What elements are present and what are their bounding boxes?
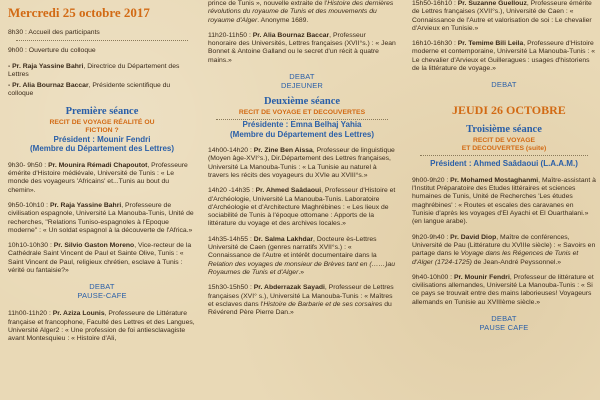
item-text: .» [298,268,305,276]
item-time: 9h00 : [8,47,29,55]
program-item [412,274,596,307]
item-text: , Docteure ès-Lettres Université de Caen (genres narratifs XVII°s.) : « Connaissance de l'Autre et intérêt documentaire dans la [208,235,377,260]
program-item [412,234,596,267]
session-chair [8,135,196,154]
break-block [208,72,396,90]
speaker-name: Pr. Mounira Rémadi Chapoutot [48,161,148,169]
speaker-name: Pr. Mounir Fendri [453,273,510,281]
speaker-name: Pr. Silvio Gaston Moreno [53,242,135,250]
item-time: 9h00-9h20 : [412,176,451,184]
session-chair: Président : Ahmed Saâdaoui (L.A.A.M.) [430,159,578,169]
day-heading: JEUDI 26 OCTOBRE [452,103,566,118]
divider [16,40,188,41]
program-item [8,162,196,195]
debate-label: DEBAT [491,80,517,90]
speaker-name: - Pr. Alia Bournaz Baccar [8,82,89,90]
item-text: , Maître de conférences, Université de Pau (Littérature du XVIIIe siècle) : « Savoirs en partage dans le [412,233,596,258]
program-item [8,47,196,55]
item-text: du Révérend Père Pierre Dan.» [208,300,392,317]
day-heading: Mercredi 25 octobre 2017 [8,5,150,20]
debate-label: DEBAT [289,72,315,82]
speaker-name: Pr. Suzanne Guellouz [457,0,527,7]
book-title: Relation des voyages de monsieur de Brèves tant en (……)au Royaumes de Tunis et d'Alger [208,260,396,276]
item-text: , Professeure émérite d'Histoire médiévale, Université de Tunis : « Le monde des voyageurs 'Africains' et...Tunis au bout du chemin». [8,161,188,194]
speaker-name: - Pr. Raja Yassine Bahri [8,62,84,70]
book-title: Histoire de Barbarie et de ses corsaires [263,300,383,308]
item-text: , Professeure de Littérature française et francophone, Faculté des Lettres et des Langues, Université Alger2 : « Une profession de foi antiesclavagiste avant Montesquieu : « Histoire d'Ali, [8,310,195,343]
lunch-label: DEJEUNER [280,81,324,91]
item-text: , Professeure émérite de Lettres françaises (XVII°s.), Université de Caen : « Connaissance de l'Autre et valorisation de soi : Le chevalier d'Arvieux en Tunisie.» [412,0,592,32]
session-title: Troisième séance [466,124,542,136]
program-item [208,236,396,277]
speaker-name: Pr. Temime Bili Leila [457,40,524,48]
debate-label: DEBAT [491,314,517,324]
item-text: , Professeur d'Histoire et d'Archéologie, Université La Manouba-Tunis. Laboratoire d'Archéologie et d'Architecture Maghrébines : « Les lieux de sociabilité de Tunis à l'époque ottomane : Apports de la littérature du voyage et des archives locales.» [208,187,396,228]
column-1 [0,0,200,400]
item-time: 11h20-11h50 : [208,31,253,39]
item-text: de Jean-André Peyssonnel.» [471,258,562,266]
session-subtitle [412,137,596,153]
break-block [412,80,596,89]
column-2 [200,0,400,400]
item-time: 10h10-10h30 : [8,242,54,250]
divider [420,155,588,156]
speaker-name: Pr. Zine Ben Aissa [253,147,313,155]
item-text: , Professeure d'Histoire moderne et contemporaine, Université La Manouba-Tunis : « Le chevalier d'Arvieux et Guilleragues : usages d'historiens de la littérature de voyage.» [412,40,595,73]
program-item [208,147,396,180]
item-time: 9h40-10h00 : [412,273,454,281]
program-item [208,0,396,25]
session-title: Première séance [65,105,139,117]
program-item [412,177,596,227]
item-time: 9h50-10h10 : [8,201,50,209]
item-time: 15h30-15h50 : [208,284,254,292]
subtitle-line: ET DECOUVERTES (suite) [461,145,547,153]
item-text: , Directrice du Département des Lettres [8,62,180,78]
speaker-name: Pr. Mohamed Mostaghanmi [450,176,539,184]
program-item [8,242,196,275]
coffee-break-label: PAUSE CAFE [479,323,529,333]
program-item [208,187,396,228]
item-text: , Maître-assistant à l'Institut Préparatoire des Etudes littéraires et sciences humaines de Tunis, Unité de Recherches 'Les études maghrébines' : « Routes et escales des caravanes en Tunisie d'après les voyages d'El Ayachi et El Ouarthalani.» (en langue arabe). [412,176,596,226]
item-text: , Présidente scientifique du colloque [8,82,171,98]
speaker-name: Pr. Aziza Lounis [52,310,105,318]
program-item [208,284,396,317]
speaker-name: Pr. Abderrazak Sayadi [253,284,325,292]
chair-line: (Membre du Département des Lettres) [229,129,375,139]
session-subtitle: RECIT DE VOYAGE RÉALITÉ OU FICTION ? [49,118,155,134]
book-title: Histoire des dernières révolutions du royaume de Tunis et des mouvements du royaume d'Alger [208,0,394,24]
program-item [8,82,196,99]
item-text: , Professeur de Lettres françaises (XVI° s.), Université La Manouba-Tunis : « Maîtres et esclaves dans l' [208,284,394,308]
speaker-name: Pr. Alia Bournaz Baccar [252,31,330,39]
program-item [8,63,196,80]
item-time: 14h00-14h20 : [208,147,254,155]
item-time: 16h10-16h30 : [412,40,458,48]
item-time: 9h20-9h40 : [412,233,451,241]
book-title: Voyage dans les Régences de Tunis et d'Alger (1724-1725) [412,250,579,266]
speaker-name: Dr. Salma Lakhdar [253,235,314,243]
break-block [8,282,196,300]
chair-line: (Membre du Département des Lettres) [29,144,175,154]
column-3 [400,0,600,400]
item-text: prince de Tunis », nouvelle extraite de l' [208,0,328,7]
item-time: 15h50-16h10 : [412,0,458,7]
item-time: 8h30 : [8,29,29,36]
break-block [412,314,596,332]
item-text: , Professeure de civilisation espagnole, Université La Manouba-Tunis, Unité de recherches, "Relations Tuniso-espagnoles à l'Epoque moderne" : « Un soldat espagnol à la découverte de l'Africa.» [8,201,194,234]
item-text: , Vice-recteur de la Cathédrale Saint Vincent de Paul et Sainte Olive, Tunis : « Saint Vincent de Paul, religieux chrétien, esclave à Tunis : vérité ou fantaisie?» [8,242,192,275]
item-text: , Professeur de linguistique (Moyen âge-XVI°s.), Dir.Département des Lettres françaises, Université La Manouba-Tunis : « La Tunisie au naturel à travers les récits des voyageurs du XVIe au XVIII°s.» [208,147,395,179]
program-item [208,32,396,65]
program-item [412,0,596,33]
debate-label: DEBAT [89,282,115,292]
item-time: 9h30- 9h50 : [8,161,49,169]
item-time: 11h00-11h20 : [8,310,53,318]
item-text: , Professeur de littérature et civilisations allemandes, Université La Manouba-Tunis : « Si ce pays se trouvait entre des mains laborieuses! Voyageurs allemands en Tunisie au XVIIIème siècle.» [412,273,594,306]
session-subtitle: RECIT DE VOYAGE ET DECOUVERTES [238,109,366,117]
item-text: Ouverture du colloque [28,47,96,55]
item-text: . Anonyme 1689. [257,16,309,24]
program-item [412,40,596,73]
session-title: Deuxième séance [263,96,341,108]
coffee-break-label: PAUSE-CAFE [77,291,127,301]
program-item [8,202,196,235]
chair-line: Présidente : Emna Belhaj Yahia [242,120,362,130]
program-item [8,310,196,343]
item-text: Accueil des participants [28,29,100,36]
session-chair [208,120,396,139]
item-text: , Professeur honoraire des Universités, Lettres françaises (XVII°s.) : « Jean Bonnet & Antoine Galland ou le secret d'un récit à quatre mains.» [208,31,396,64]
item-time: 14h35-14h55 : [208,235,254,243]
speaker-name: Pr. David Diop [450,233,497,241]
chair-line: Président : Mounir Fendri [53,134,151,144]
program-item [8,29,196,37]
subtitle-line: RECIT DE VOYAGE [472,137,536,145]
item-time: 14h20 -14h35 : [208,187,256,195]
speaker-name: Pr. Raja Yassine Bahri [49,201,122,209]
speaker-name: Pr. Ahmed Saâdaoui [255,187,322,195]
